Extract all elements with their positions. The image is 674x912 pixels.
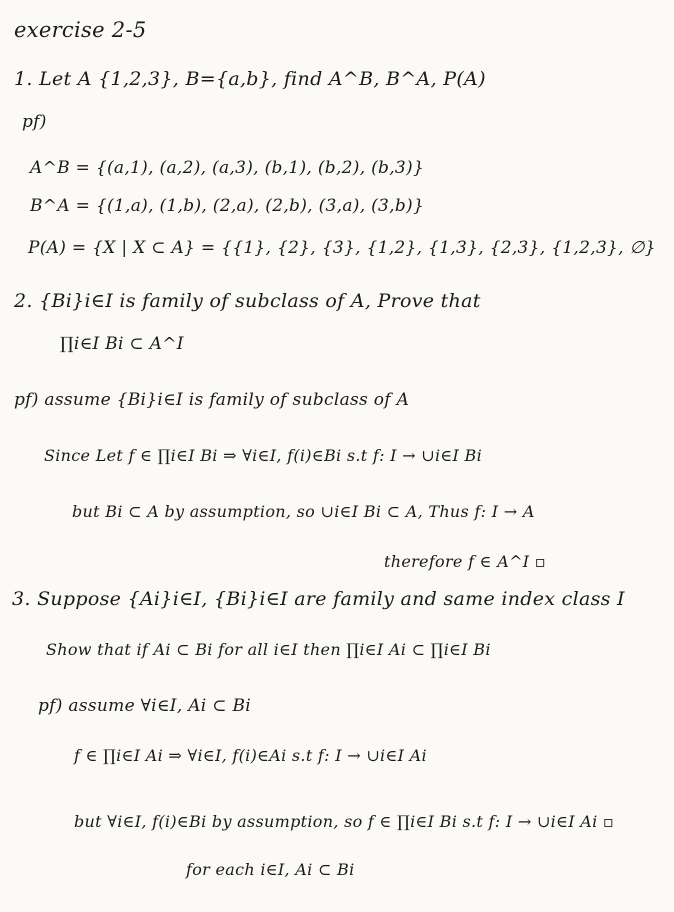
q1-question: 1. Let A {1,2,3}, B={a,b}, find A^B, B^A, P(A) <box>14 68 486 90</box>
q1-a-to-b: A^B = {(a,1), (a,2), (a,3), (b,1), (b,2), (b,3)} <box>30 158 425 178</box>
q3-line2: but ∀i∈I, f(i)∈Bi by assumption, so f ∈ ∏i∈I Bi s.t f: I → ∪i∈I Ai ▫ <box>74 812 615 831</box>
q2-claim: ∏i∈I Bi ⊂ A^I <box>60 334 184 354</box>
q3-show: Show that if Ai ⊂ Bi for all i∈I then ∏i∈I Ai ⊂ ∏i∈I Bi <box>46 640 491 659</box>
q2-question: 2. {Bi}i∈I is family of subclass of A, Prove that <box>14 290 481 312</box>
q1-b-to-a: B^A = {(1,a), (1,b), (2,a), (2,b), (3,a), (3,b)} <box>30 196 425 216</box>
q3-question: 3. Suppose {Ai}i∈I, {Bi}i∈I are family and same index class I <box>12 588 625 610</box>
q1-power-set: P(A) = {X | X ⊂ A} = {{1}, {2}, {3}, {1,2}, {1,3}, {2,3}, {1,2,3}, ∅} <box>28 238 656 258</box>
q2-pf: pf) assume {Bi}i∈I is family of subclass of A <box>14 390 410 410</box>
q2-line3: therefore f ∈ A^I ▫ <box>384 552 546 571</box>
q2-line2: but Bi ⊂ A by assumption, so ∪i∈I Bi ⊂ A, Thus f: I → A <box>72 502 535 521</box>
q2-line1: Since Let f ∈ ∏i∈I Bi ⇒ ∀i∈I, f(i)∈Bi s.t f: I → ∪i∈I Bi <box>44 446 482 465</box>
q3-line3: for each i∈I, Ai ⊂ Bi <box>186 860 355 879</box>
q3-line1: f ∈ ∏i∈I Ai ⇒ ∀i∈I, f(i)∈Ai s.t f: I → ∪i∈I Ai <box>74 746 427 765</box>
exercise-title: exercise 2-5 <box>14 18 147 42</box>
q1-pf-label: pf) <box>22 112 47 132</box>
q3-pf: pf) assume ∀i∈I, Ai ⊂ Bi <box>38 696 252 716</box>
